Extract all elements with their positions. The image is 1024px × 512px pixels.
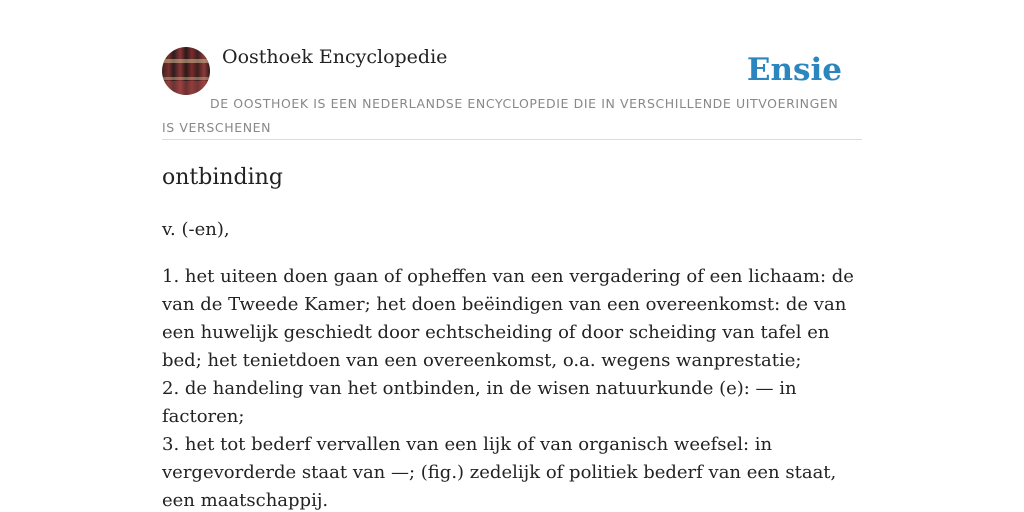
site-logo-icon[interactable]: [162, 47, 210, 95]
entry-grammar: v. (-en),: [162, 219, 230, 240]
definition-item-3: 3. het tot bederf vervallen van een lijk of van organisch weefsel: in vergevorderde staat van —; (fig.) zedelijk of politiek bederf van een staat, een maatschappij.: [162, 434, 837, 511]
site-header: [162, 46, 862, 140]
site-tagline: DE OOSTHOEK IS EEN NEDERLANDSE ENCYCLOPEDIE DIE IN VERSCHILLENDE UITVOERINGEN IS VERSCHENEN: [162, 96, 839, 135]
definition-item-2: 2. de handeling van het ontbinden, in de wisen natuurkunde (e): — in factoren;: [162, 378, 797, 427]
definition-item-1: 1. het uiteen doen gaan of opheffen van een vergadering of een lichaam: de van de Tweede Kamer; het doen beëindigen van een overeenkomst: de van een huwelijk geschiedt door echtscheiding of door scheiding van tafel en bed; het tenietdoen van een overeenkomst, o.a. wegens wanprestatie;: [162, 266, 854, 371]
site-title-link[interactable]: Oosthoek Encyclopedie: [222, 46, 448, 68]
entry-content: [162, 162, 862, 512]
ensie-brand-link[interactable]: Ensie: [746, 52, 842, 88]
entry-title: ontbinding: [162, 165, 283, 190]
entry-definition: [162, 263, 862, 512]
